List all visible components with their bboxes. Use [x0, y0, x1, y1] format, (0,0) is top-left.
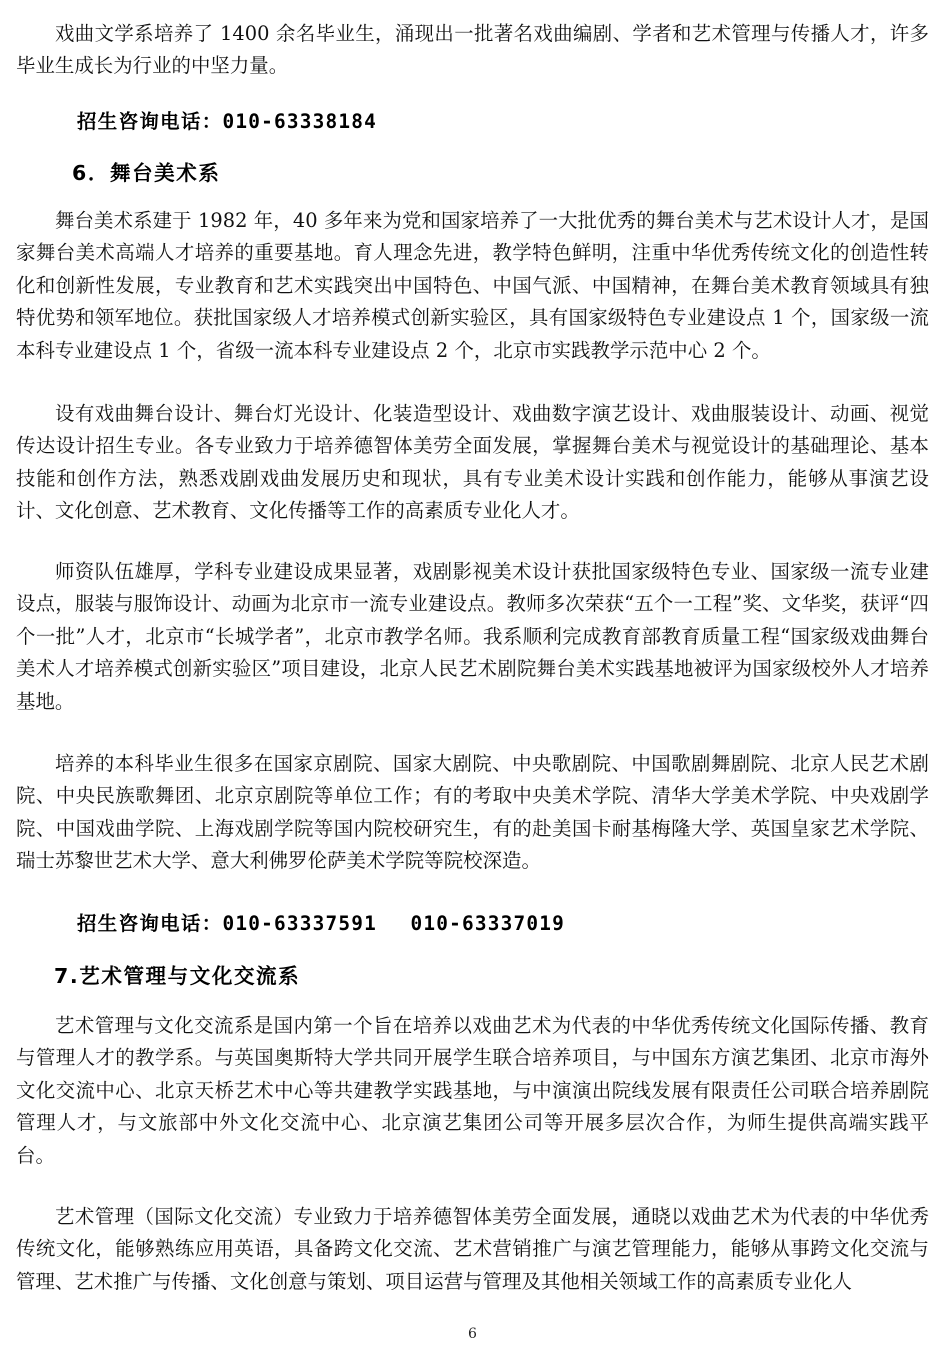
admission-phone-line-1 — [77, 106, 377, 134]
paragraph-drama-literature-graduates: 戏曲文学系培养了 1400 余名毕业生，涌现出一批著名戏曲编剧、学者和艺术管理与传播人才，许多毕业生成长为行业的中坚力量。 — [16, 22, 929, 78]
page-number: 6 — [468, 1326, 477, 1342]
admission-phone-line-2 — [77, 908, 565, 936]
paragraph-stage-art-faculty: 师资队伍雄厚，学科专业建设成果显著，戏剧影视美术设计获批国家级特色专业、国家级一流专业建设点，服装与服饰设计、动画为北京市一流专业建设点。教师多次荣获“五个一工程”奖、文华奖，获评“四个一批”人才，北京市“长城学者”，北京市教学名师。我系顺利完成教育部教育质量工程“国家级戏曲舞台美术人才培养模式创新实验区”项目建设，北京人民艺术剧院舞台美术实践基地被评为国家级校外人才培养基地。 — [16, 560, 929, 713]
phone-number: 010-63338184 — [222, 110, 378, 133]
paragraph-stage-art-intro: 舞台美术系建于 1982 年，40 多年来为党和国家培养了一大批优秀的舞台美术与艺术设计人才，是国家舞台美术高端人才培养的重要基地。育人理念先进，教学特色鲜明，注重中华优秀传统文化的创造性转化和创新性发展，专业教育和艺术实践突出中国特色、中国气派、中国精神，在舞台美术教育领域具有独特优势和领军地位。获批国家级人才培养模式创新实验区，具有国家级特色专业建设点 1 个，国家级一流本科专业建设点 1 个，省级一流本科专业建设点 2 个，北京市实践教学示范中心 2 个。 — [16, 209, 929, 362]
paragraph-stage-art-graduates: 培养的本科毕业生很多在国家京剧院、国家大剧院、中央歌剧院、中国歌剧舞剧院、北京人民艺术剧院、中央民族歌舞团、北京京剧院等单位工作；有的考取中央美术学院、清华大学美术学院、中央戏剧学院、中国戏曲学院、上海戏剧学院等国内院校研究生，有的赴美国卡耐基梅隆大学、英国皇家艺术学院、瑞士苏黎世艺术大学、意大利佛罗伦萨美术学院等院校深造。 — [16, 752, 929, 873]
paragraph-arts-management-major: 艺术管理（国际文化交流）专业致力于培养德智体美劳全面发展，通晓以戏曲艺术为代表的中华优秀传统文化，能够熟练应用英语，具备跨文化交流、艺术营销推广与演艺管理能力，能够从事跨文化交流与管理、艺术推广与传播、文化创意与策划、项目运营与管理及其他相关领域工作的高素质专业化人 — [16, 1205, 929, 1293]
phone-label: 招生咨询电话： — [77, 912, 223, 935]
phone-label: 招生咨询电话： — [77, 110, 223, 133]
section-heading-stage-art: 6．舞台美术系 — [72, 161, 221, 185]
section-heading-arts-management: 7.艺术管理与文化交流系 — [54, 964, 301, 988]
phone-number: 010-63337591 010-63337019 — [222, 912, 565, 935]
paragraph-stage-art-majors: 设有戏曲舞台设计、舞台灯光设计、化装造型设计、戏曲数字演艺设计、戏曲服装设计、动画、视觉传达设计招生专业。各专业致力于培养德智体美劳全面发展，掌握舞台美术与视觉设计的基础理论、基本技能和创作方法，熟悉戏剧戏曲发展历史和现状，具有专业美术设计实践和创作能力，能够从事演艺设计、文化创意、艺术教育、文化传播等工作的高素质专业化人才。 — [16, 402, 929, 523]
paragraph-arts-management-intro: 艺术管理与文化交流系是国内第一个旨在培养以戏曲艺术为代表的中华优秀传统文化国际传播、教育与管理人才的教学系。与英国奥斯特大学共同开展学生联合培养项目，与中国东方演艺集团、北京市海外文化交流中心、北京天桥艺术中心等共建教学实践基地，与中演演出院线发展有限责任公司联合培养剧院管理人才，与文旅部中外文化交流中心、北京演艺集团公司等开展多层次合作，为师生提供高端实践平台。 — [16, 1014, 929, 1167]
